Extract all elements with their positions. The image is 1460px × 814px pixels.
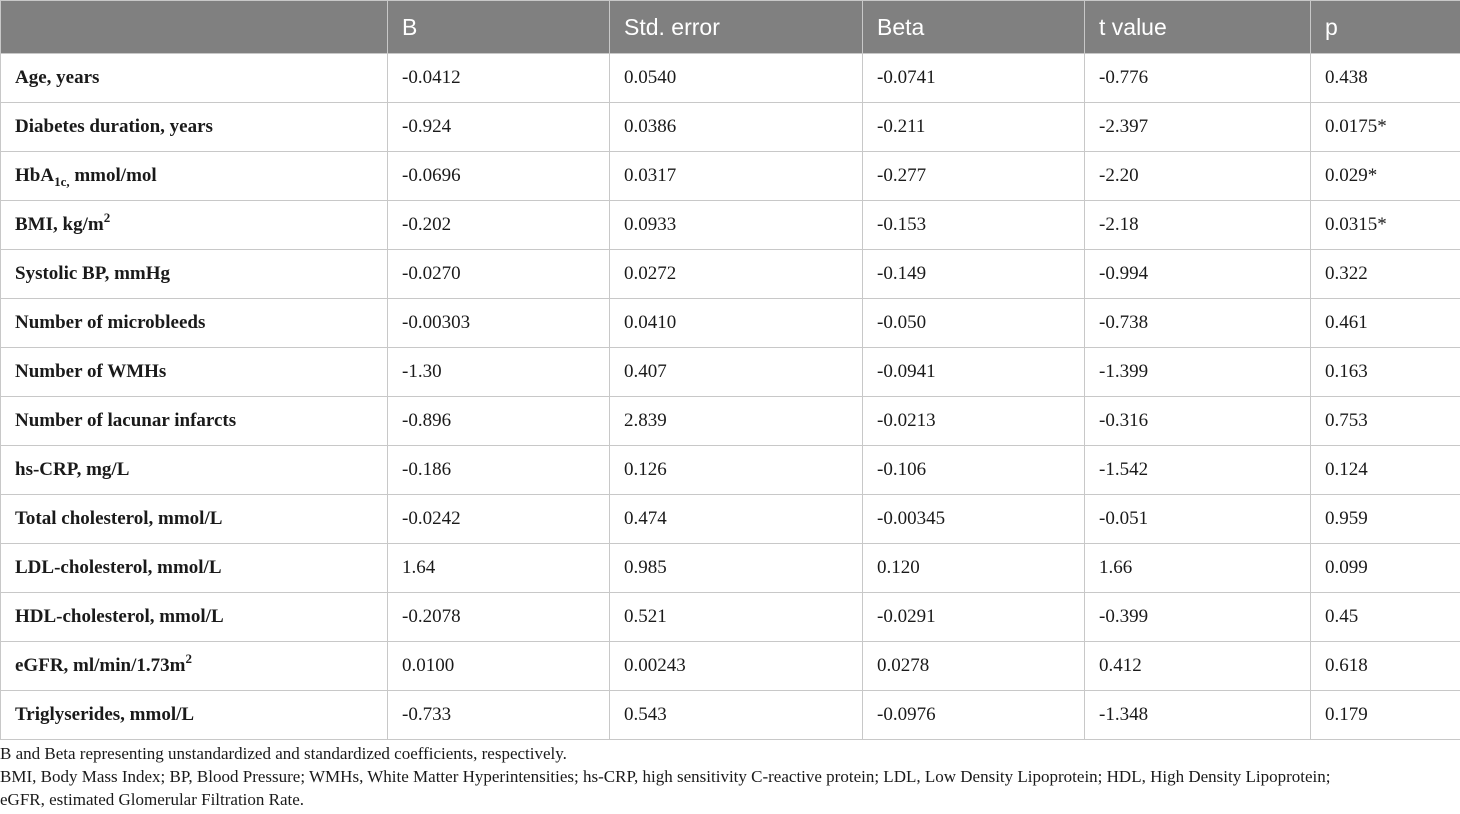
variable-label <box>1 201 388 250</box>
cell-p: 0.0175* <box>1311 103 1460 152</box>
cell-beta: -0.0976 <box>863 691 1085 740</box>
header-p: p <box>1311 1 1460 54</box>
cell-p: 0.322 <box>1311 250 1460 299</box>
cell-b: -0.2078 <box>388 593 610 642</box>
table-row <box>1 103 1460 152</box>
variable-label <box>1 642 388 691</box>
cell-p: 0.959 <box>1311 495 1460 544</box>
variable-label <box>1 103 388 152</box>
cell-t-value: -0.776 <box>1085 54 1311 103</box>
variable-label <box>1 544 388 593</box>
variable-label <box>1 54 388 103</box>
cell-std-error: 0.0540 <box>610 54 863 103</box>
variable-label-text: eGFR, ml/min/1.73m <box>15 655 186 676</box>
cell-t-value: -0.051 <box>1085 495 1311 544</box>
cell-beta: -0.00345 <box>863 495 1085 544</box>
cell-t-value: 0.412 <box>1085 642 1311 691</box>
cell-p: 0.461 <box>1311 299 1460 348</box>
cell-b: -0.896 <box>388 397 610 446</box>
variable-label-unit: mmol/mol <box>69 165 157 186</box>
cell-b: -0.00303 <box>388 299 610 348</box>
table-row <box>1 201 1460 250</box>
cell-beta: -0.277 <box>863 152 1085 201</box>
header-t-value: t value <box>1085 1 1311 54</box>
cell-std-error: 0.0410 <box>610 299 863 348</box>
cell-std-error: 0.985 <box>610 544 863 593</box>
cell-t-value: -1.399 <box>1085 348 1311 397</box>
cell-b: -0.202 <box>388 201 610 250</box>
cell-b: -0.186 <box>388 446 610 495</box>
cell-p: 0.753 <box>1311 397 1460 446</box>
cell-t-value: -2.397 <box>1085 103 1311 152</box>
variable-label <box>1 348 388 397</box>
cell-std-error: 0.0317 <box>610 152 863 201</box>
table-row <box>1 299 1460 348</box>
variable-label-text: HbA <box>15 165 55 186</box>
cell-std-error: 0.0386 <box>610 103 863 152</box>
cell-b: -0.0242 <box>388 495 610 544</box>
cell-p: 0.029* <box>1311 152 1460 201</box>
variable-label-text: Diabetes duration, years <box>15 116 213 137</box>
cell-std-error: 0.0272 <box>610 250 863 299</box>
cell-std-error: 0.0933 <box>610 201 863 250</box>
cell-t-value: -2.20 <box>1085 152 1311 201</box>
cell-b: -0.924 <box>388 103 610 152</box>
cell-p: 0.179 <box>1311 691 1460 740</box>
table-row <box>1 250 1460 299</box>
variable-label <box>1 397 388 446</box>
table-body <box>1 54 1460 740</box>
footnote-abbreviations: BMI, Body Mass Index; BP, Blood Pressure; WMHs, White Matter Hyperintensities; hs-CRP, high sensitivity C-reactive protein; LDL, Low Density Lipoprotein; HDL, High Density Lipoprotein; <box>0 767 1331 786</box>
variable-label-superscript: 2 <box>103 210 111 225</box>
variable-label-text: BMI, kg/m <box>15 214 104 235</box>
variable-label <box>1 152 388 201</box>
cell-p: 0.124 <box>1311 446 1460 495</box>
table-row <box>1 446 1460 495</box>
cell-beta: -0.149 <box>863 250 1085 299</box>
cell-t-value: -0.738 <box>1085 299 1311 348</box>
table-row <box>1 593 1460 642</box>
variable-label-text: Total cholesterol, mmol/L <box>15 508 223 529</box>
table-row <box>1 152 1460 201</box>
cell-b: -0.0412 <box>388 54 610 103</box>
variable-label-text: Number of WMHs <box>15 361 167 382</box>
cell-beta: -0.0213 <box>863 397 1085 446</box>
variable-label-text: LDL-cholesterol, mmol/L <box>15 557 222 578</box>
table-row <box>1 54 1460 103</box>
cell-std-error: 0.543 <box>610 691 863 740</box>
cell-t-value: -0.399 <box>1085 593 1311 642</box>
variable-label-text: Number of lacunar infarcts <box>15 410 237 431</box>
variable-label <box>1 446 388 495</box>
cell-b: -0.0696 <box>388 152 610 201</box>
cell-p: 0.618 <box>1311 642 1460 691</box>
cell-std-error: 0.407 <box>610 348 863 397</box>
variable-label-text: Systolic BP, mmHg <box>15 263 170 284</box>
cell-p: 0.438 <box>1311 54 1460 103</box>
cell-p: 0.0315* <box>1311 201 1460 250</box>
cell-beta: -0.153 <box>863 201 1085 250</box>
table-row <box>1 397 1460 446</box>
variable-label-text: Triglyserides, mmol/L <box>15 704 195 725</box>
header-row <box>1 1 1460 54</box>
cell-beta: -0.0291 <box>863 593 1085 642</box>
variable-label-text: HDL-cholesterol, mmol/L <box>15 606 224 627</box>
cell-beta: 0.120 <box>863 544 1085 593</box>
table-header <box>1 1 1460 54</box>
table-row <box>1 642 1460 691</box>
cell-std-error: 2.839 <box>610 397 863 446</box>
cell-b: -1.30 <box>388 348 610 397</box>
header-beta: Beta <box>863 1 1085 54</box>
cell-beta: -0.0941 <box>863 348 1085 397</box>
cell-std-error: 0.00243 <box>610 642 863 691</box>
cell-p: 0.163 <box>1311 348 1460 397</box>
variable-label-superscript: 2 <box>185 651 192 666</box>
cell-b: 1.64 <box>388 544 610 593</box>
cell-std-error: 0.474 <box>610 495 863 544</box>
cell-b: -0.0270 <box>388 250 610 299</box>
table-footnotes <box>0 742 1460 811</box>
variable-label <box>1 299 388 348</box>
footnote-abbreviations-cont: eGFR, estimated Glomerular Filtration Rate. <box>0 790 305 809</box>
cell-std-error: 0.521 <box>610 593 863 642</box>
variable-label <box>1 250 388 299</box>
cell-beta: -0.0741 <box>863 54 1085 103</box>
variable-label <box>1 691 388 740</box>
variable-label <box>1 495 388 544</box>
cell-beta: -0.050 <box>863 299 1085 348</box>
cell-t-value: -1.348 <box>1085 691 1311 740</box>
variable-label-text: Number of microbleeds <box>15 312 206 333</box>
variable-label-text: Age, years <box>15 67 100 88</box>
table-row <box>1 348 1460 397</box>
cell-t-value: 1.66 <box>1085 544 1311 593</box>
cell-t-value: -2.18 <box>1085 201 1311 250</box>
cell-p: 0.099 <box>1311 544 1460 593</box>
header-variable <box>1 1 388 54</box>
table-row <box>1 544 1460 593</box>
table-row <box>1 495 1460 544</box>
header-std-error: Std. error <box>610 1 863 54</box>
cell-t-value: -1.542 <box>1085 446 1311 495</box>
cell-b: 0.0100 <box>388 642 610 691</box>
cell-t-value: -0.994 <box>1085 250 1311 299</box>
variable-label <box>1 593 388 642</box>
footnote-coefficients: B and Beta representing unstandardized and standardized coefficients, respectively. <box>0 744 567 763</box>
variable-label-text: hs-CRP, mg/L <box>15 459 130 480</box>
cell-beta: -0.211 <box>863 103 1085 152</box>
variable-label-subscript: 1c, <box>54 174 70 189</box>
cell-p: 0.45 <box>1311 593 1460 642</box>
cell-beta: -0.106 <box>863 446 1085 495</box>
cell-b: -0.733 <box>388 691 610 740</box>
cell-t-value: -0.316 <box>1085 397 1311 446</box>
cell-std-error: 0.126 <box>610 446 863 495</box>
table-row <box>1 691 1460 740</box>
header-b: B <box>388 1 610 54</box>
cell-beta: 0.0278 <box>863 642 1085 691</box>
